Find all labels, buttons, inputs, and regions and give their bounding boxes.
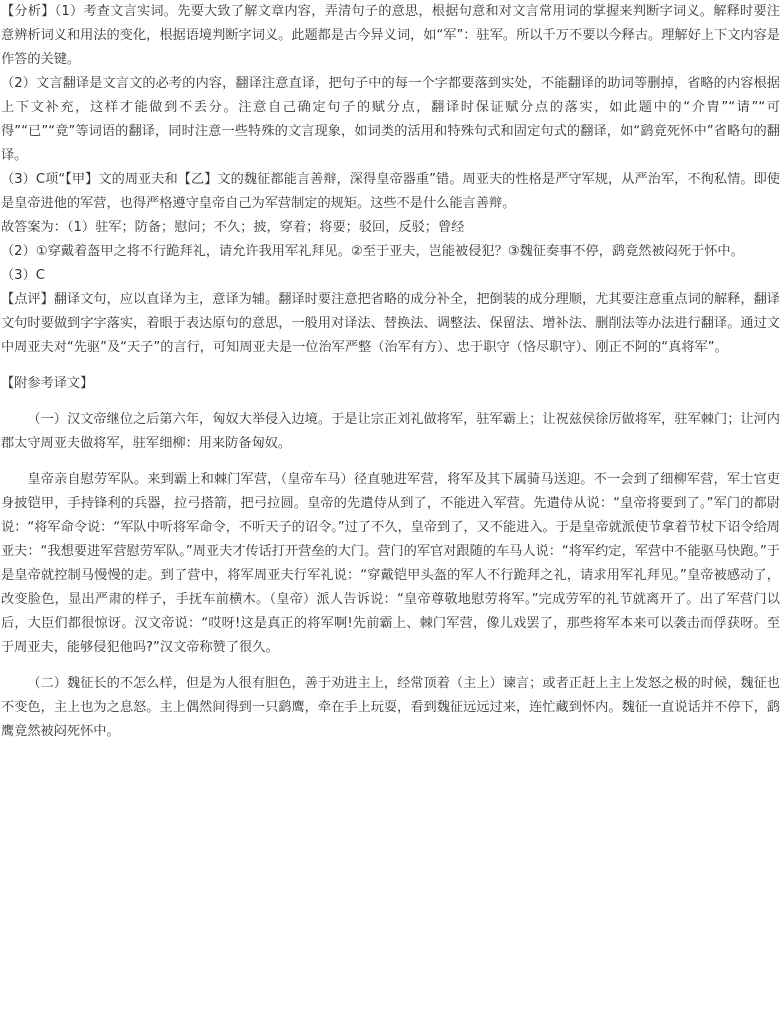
spacer [1,396,780,408]
answer-line-1: 故答案为：（1）驻军；防备；慰问；不久；披，穿着；将要；驳回，反驳；曾经 [1,220,465,235]
answer-line-2: （2）①穿戴着盔甲之将不行跪拜礼，请允许我用军礼拜见。②至于亚夫，岂能被侵犯？③魏征奏事不停，鹞竟然被闷死于怀中。 [1,244,744,259]
translation-paragraph-1: （一）汉文帝继位之后第六年，匈奴大举侵入边境。于是让宗正刘礼做将军，驻军霸上；让祝兹侯徐厉做将军，驻军棘门；让河内郡太守周亚夫做将军，驻军细柳：用来防备匈奴。 [1,412,780,451]
spacer [1,660,780,672]
analysis-paragraph-3: （3）C项“【甲】文的周亚夫和【乙】文的魏征都能言善辩，深得皇帝器重”错。周亚夫的性格是严守军规，从严治军，不徇私情。即使是皇帝进他的军营，也得严格遵守皇帝自己为军营制定的规矩。这些不是什么能言善辩。 [1,172,780,211]
analysis-paragraph-2: （2）文言翻译是文言文的必考的内容，翻译注意直译，把句子中的每一个字都要落到实处，不能翻译的助词等删掉，省略的内容根据上下文补充，这样才能做到不丢分。注意自己确定句子的赋分点，翻译时保证赋分点的落实，如此题中的“介胄”“请”“可得”“已”“竟”等词语的翻译，同时注意一些特殊的文言现象，如词类的活用和特殊句式和固定句式的翻译，如“鹞竟死怀中”省略句的翻译。 [1,76,780,163]
analysis-paragraph-1: 【分析】（1）考查文言实词。先要大致了解文章内容，弄清句子的意思，根据句意和对文言常用词的掌握来判断字词义。解释时要注意辨析词义和用法的变化，根据语境判断字词义。此题都是古今异义词，如“军”：驻军。所以千万不要以今释古。理解好上下文内容是作答的关键。 [1,4,780,67]
translation-paragraph-3: （二）魏征长的不怎么样，但是为人很有胆色，善于劝进主上，经常顶着（主上）谏言；或者正赶上主上发怒之极的时候，魏征也不变色，主上也为之息怒。主上偶然间得到一只鹞鹰，牵在手上玩耍，看到魏征远远过来，连忙藏到怀内。魏征一直说话并不停下，鹞鹰竟然被闷死怀中。 [1,676,780,739]
comment-paragraph: 【点评】翻译文句，应以直译为主，意译为辅。翻译时要注意把省略的成分补全，把倒装的成分理顺，尤其要注意重点词的解释，翻译文句时要做到字字落实，着眼于表达原句的意思，一般用对译法、替换法、调整法、保留法、增补法、删削法等办法进行翻译。通过文中周亚夫对“先驱”及“天子”的言行，可知周亚夫是一位治军严整（治军有方）、忠于职守（恪尽职守）、刚正不阿的“真将军”。 [1,292,780,355]
translation-paragraph-2: 皇帝亲自慰劳军队。来到霸上和棘门军营，（皇帝车马）径直驰进军营，将军及其下属骑马送迎。不一会到了细柳军营，军士官吏身披铠甲，手持锋利的兵器，拉弓搭箭，把弓拉圆。皇帝的先遣侍从到了，不能进入军营。先遣侍从说：“皇帝将要到了。”军门的都尉说：“将军命令说：“军队中听将军命令，不听天子的诏令。”过了不久，皇帝到了，又不能进入。于是皇帝就派使节拿着节杖下诏令给周亚夫：“我想要进军营慰劳军队。”周亚夫才传话打开营垒的大门。营门的军官对跟随的车马人说：“将军约定，军营中不能驱马快跑。”于是皇帝就控制马慢慢的走。到了营中，将军周亚夫行军礼说：“穿戴铠甲头盔的军人不行跪拜之礼，请求用军礼拜见。”皇帝被感动了，改变脸色，显出严肃的样子，手抚车前横木。（皇帝）派人告诉说：“皇帝尊敬地慰劳将军。”完成劳军的礼节就离开了。出了军营门以后，大臣们都很惊讶。汉文帝说：“哎呀!这是真正的将军啊!先前霸上、棘门军营，像儿戏罢了，那些将军本来可以袭击而俘获呀。至于周亚夫，能够侵犯他吗?”汉文帝称赞了很久。 [1,472,780,655]
spacer [1,360,780,372]
answer-line-3: （3）C [1,268,45,283]
spacer [1,456,780,468]
translation-heading: 【附参考译文】 [1,376,94,391]
